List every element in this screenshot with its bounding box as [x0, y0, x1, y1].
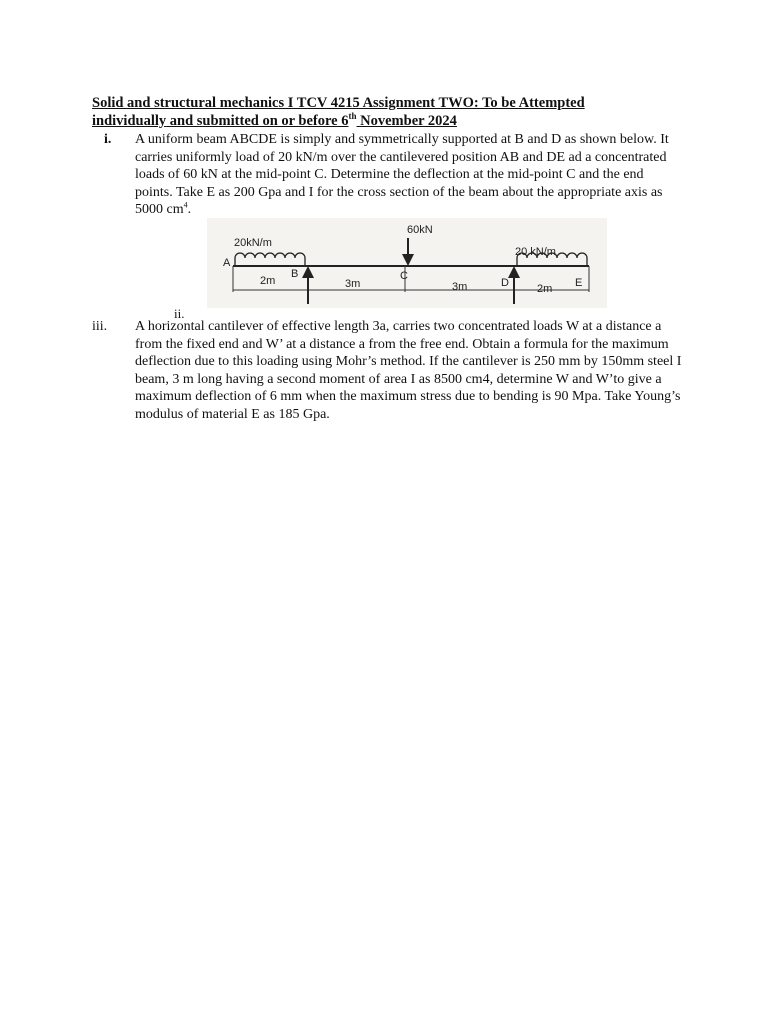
question-iii-number: iii. — [92, 319, 108, 334]
heading-underlined-word: individually — [92, 113, 167, 129]
point-label-c: C — [400, 270, 408, 282]
heading-due-date: November 2024 — [356, 113, 457, 129]
udl-left-icon — [235, 253, 305, 266]
udl-right-label: 20 kN/m — [515, 246, 556, 258]
point-label-a: A — [223, 257, 231, 269]
heading-line-1-text: Solid and structural mechanics I TCV 4215 Assignment TWO: To be Attempted — [92, 95, 585, 111]
question-i-number: i. — [104, 132, 112, 147]
support-b-arrow-icon — [302, 266, 314, 304]
question-i-superscript: 4 — [183, 200, 188, 210]
heading-due-text: and submitted on or before 6 — [166, 113, 349, 129]
question-iii-text: A horizontal cantilever of effective length 3a, carries two concentrated loads W at a distance a from the fixed end and W’ at a distance a from the free end. Obtain a formula for the maximum deflection due to this loading using Mohr’s method. If the cantilever is 250 mm by 150mm steel I beam, 3 m long having a second moment of area I as 8500 cm4, determine W and W’to give a maximum deflection of 6 mm when the maximum stress due to bending is 90 Mpa. Take Young’s modulus of material E as 185 Gpa. — [135, 319, 682, 422]
heading-line-1 — [92, 94, 692, 112]
question-i-period: . — [187, 202, 192, 218]
point-label-b: B — [291, 268, 299, 280]
dimension-cd: 3m — [452, 281, 468, 293]
beam-diagram — [207, 218, 607, 308]
point-load-label: 60kN — [407, 224, 433, 236]
dimension-bc: 3m — [345, 278, 361, 290]
question-i-text — [135, 131, 680, 219]
dimension-ab: 2m — [260, 275, 276, 287]
dimension-de: 2m — [537, 283, 553, 295]
point-load-arrow-icon — [402, 238, 414, 266]
question-ii-number: ii. — [174, 306, 185, 321]
question-i-body: A uniform beam ABCDE is simply and symmetrically supported at B and D as shown below. It carries uniformly load of 20 kN/m over the cantilevered position AB and DE ad a concentrated loads of 60 kN at the mid-point C. Determine the deflection at the mid-point C and the end points. Take E as 200 Gpa and I for the cross section of the beam about the appropriate axis as 5000 cm — [135, 132, 669, 218]
point-label-e: E — [575, 277, 583, 289]
support-d-arrow-icon — [508, 266, 520, 304]
heading-line-2 — [92, 112, 692, 130]
point-label-d: D — [501, 277, 509, 289]
heading-ordinal-suffix: th — [348, 111, 357, 122]
udl-left-label: 20kN/m — [234, 237, 272, 249]
assignment-heading — [92, 94, 692, 130]
